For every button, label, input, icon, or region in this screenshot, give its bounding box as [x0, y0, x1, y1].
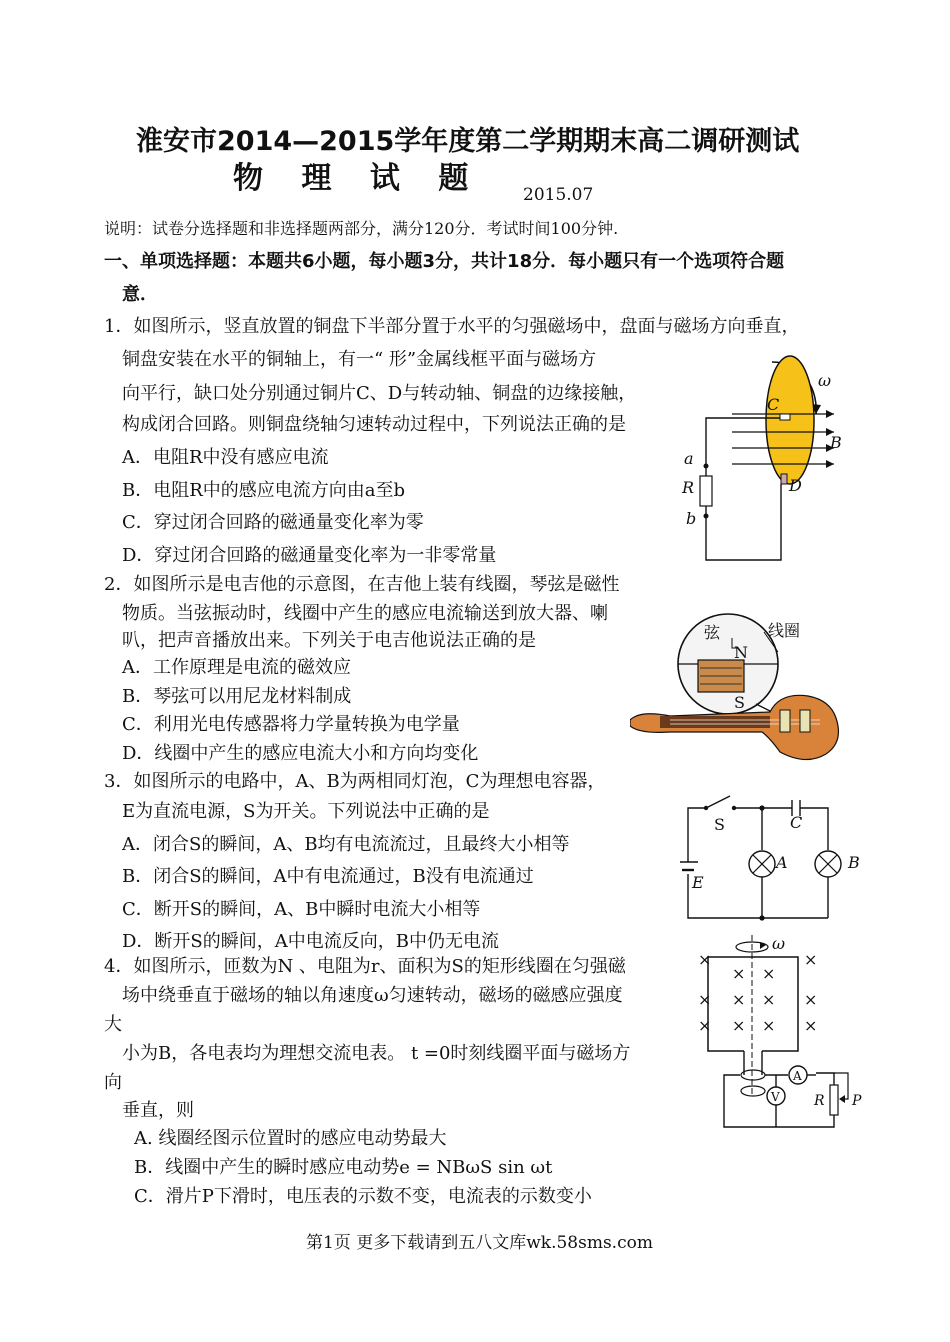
exam-note: 说明：试卷分选择题和非选择题两部分，满分120分．考试时间100分钟. [104, 219, 619, 238]
section-heading-line2: 意． [122, 284, 158, 305]
q3-option-a: A．闭合S的瞬间，A、B均有电流流过，且最终大小相等 [122, 834, 570, 855]
q1-stem-line3: 向平行，缺口处分别通过铜片C、D与转动轴、铜盘的边缘接触， [122, 383, 637, 404]
subject-title: 物 理 试 题 [233, 161, 483, 196]
section-heading-line1: 一、单项选择题：本题共6小题，每小题3分，共计18分．每小题只有一个选项符合题 [104, 251, 785, 272]
svg-text:×: × [762, 1016, 776, 1035]
svg-text:×: × [698, 950, 712, 969]
q3-option-b: B．闭合S的瞬间，A中有电流通过，B没有电流通过 [122, 866, 534, 887]
q1-d-label: D [789, 476, 802, 495]
q1-stem-line2: 铜盘安装在水平的铜轴上，有一“ 形”金属线框平面与磁场方 [122, 349, 597, 370]
q1-option-c: C．穿过闭合回路的磁通量变化率为零 [122, 512, 424, 533]
exam-date: 2015.07 [523, 185, 594, 205]
q2-stem-line3: 叭，把声音播放出来。下列关于电吉他说法正确的是 [122, 630, 536, 651]
q3-stem-line2: E为直流电源，S为开关。下列说法中正确的是 [122, 801, 490, 822]
q1-stem-line4: 构成闭合回路。则铜盘绕轴匀速转动过程中，下列说法正确的是 [122, 414, 626, 435]
q2-option-a: A．工作原理是电流的磁效应 [122, 657, 351, 678]
q4-stem-line6: 垂直，则 [122, 1100, 194, 1121]
q2-figure-guitar [630, 612, 845, 767]
q1-option-d: D．穿过闭合回路的磁通量变化率为一非零常量 [122, 545, 497, 566]
q4-option-b: B．线圈中产生的瞬时感应电动势e = NBωS sin ωt [134, 1157, 553, 1178]
q4-stem-line2: 场中绕垂直于磁场的轴以角速度ω匀速转动，磁场的磁感应强度 [122, 985, 623, 1006]
q4-stem-line5: 向 [104, 1072, 122, 1093]
q2-string-label: 弦 [704, 623, 721, 642]
q4-figure-coil [690, 935, 870, 1135]
svg-text:×: × [804, 990, 818, 1009]
q3-option-c: C．断开S的瞬间，A、B中瞬时电流大小相等 [122, 899, 481, 920]
q2-coil-label: 线圈 [768, 621, 801, 640]
q4-r-label: R [814, 1093, 825, 1109]
page-footer: 第1页 更多下载请到五八文库wk.58sms.com [306, 1233, 653, 1253]
svg-text:×: × [698, 990, 712, 1009]
q3-b-label: B [848, 853, 860, 872]
q3-figure-circuit [680, 790, 870, 925]
q1-b-label: b [686, 509, 697, 528]
q2-option-d: D．线圈中产生的感应电流大小和方向均变化 [122, 743, 479, 764]
q2-stem-line2: 物质。当弦振动时，线圈中产生的感应电流输送到放大器、喇 [122, 603, 608, 624]
q2-n-label: N [734, 643, 748, 662]
q1-stem-line1: 1．如图所示，竖直放置的铜盘下半部分置于水平的匀强磁场中，盘面与磁场方向垂直， [104, 316, 800, 337]
q1-b-field-label: B [830, 433, 842, 452]
q1-option-a: A．电阻R中没有感应电流 [122, 447, 329, 468]
q4-p-label: P [852, 1093, 862, 1109]
svg-text:×: × [804, 950, 818, 969]
q1-omega-label: ω [818, 371, 832, 390]
q4-field-crosses [698, 950, 817, 1035]
q1-c-label: C [767, 395, 780, 414]
q2-option-b: B．琴弦可以用尼龙材料制成 [122, 686, 352, 707]
q2-option-c: C．利用光电传感器将力学量转换为电学量 [122, 714, 460, 735]
q4-stem-line4: 小为B，各电表均为理想交流电表。 t =0时刻线圈平面与磁场方 [122, 1043, 631, 1064]
q4-stem-line3: 大 [104, 1014, 122, 1035]
q4-ammeter-label: A [793, 1069, 802, 1083]
q3-option-d: D．断开S的瞬间，A中电流反向，B中仍无电流 [122, 931, 499, 952]
q3-e-label: E [692, 873, 704, 892]
exam-title: 淮安市2014—2015学年度第二学期期末高二调研测试 [136, 126, 800, 157]
svg-text:×: × [762, 964, 776, 983]
q3-c-label: C [790, 813, 803, 832]
svg-text:×: × [762, 990, 776, 1009]
svg-text:×: × [804, 1016, 818, 1035]
svg-text:×: × [732, 1016, 746, 1035]
q2-stem-line1: 2．如图所示是电吉他的示意图，在吉他上装有线圈，琴弦是磁性 [104, 574, 620, 595]
svg-text:×: × [698, 1016, 712, 1035]
q3-a-label: A [776, 853, 788, 872]
q4-omega-label: ω [772, 935, 786, 953]
q1-r-label: R [682, 478, 695, 497]
q4-option-c: C．滑片P下滑时，电压表的示数不变，电流表的示数变小 [134, 1186, 592, 1207]
q1-figure-copper-disc [672, 348, 842, 564]
svg-text:×: × [732, 964, 746, 983]
q4-stem-line1: 4．如图所示，匝数为N 、电阻为r、面积为S的矩形线圈在匀强磁 [104, 956, 626, 977]
q3-stem-line1: 3．如图所示的电路中，A、B为两相同灯泡，C为理想电容器， [104, 771, 606, 792]
q3-s-label: S [714, 815, 725, 834]
q4-option-a: A. 线圈经图示位置时的感应电动势最大 [134, 1128, 447, 1149]
q1-option-b: B．电阻R中的感应电流方向由a至b [122, 480, 406, 501]
q4-voltmeter-label: V [771, 1090, 780, 1104]
q2-s-label: S [734, 693, 745, 712]
q1-a-label: a [684, 449, 694, 468]
svg-text:×: × [732, 990, 746, 1009]
